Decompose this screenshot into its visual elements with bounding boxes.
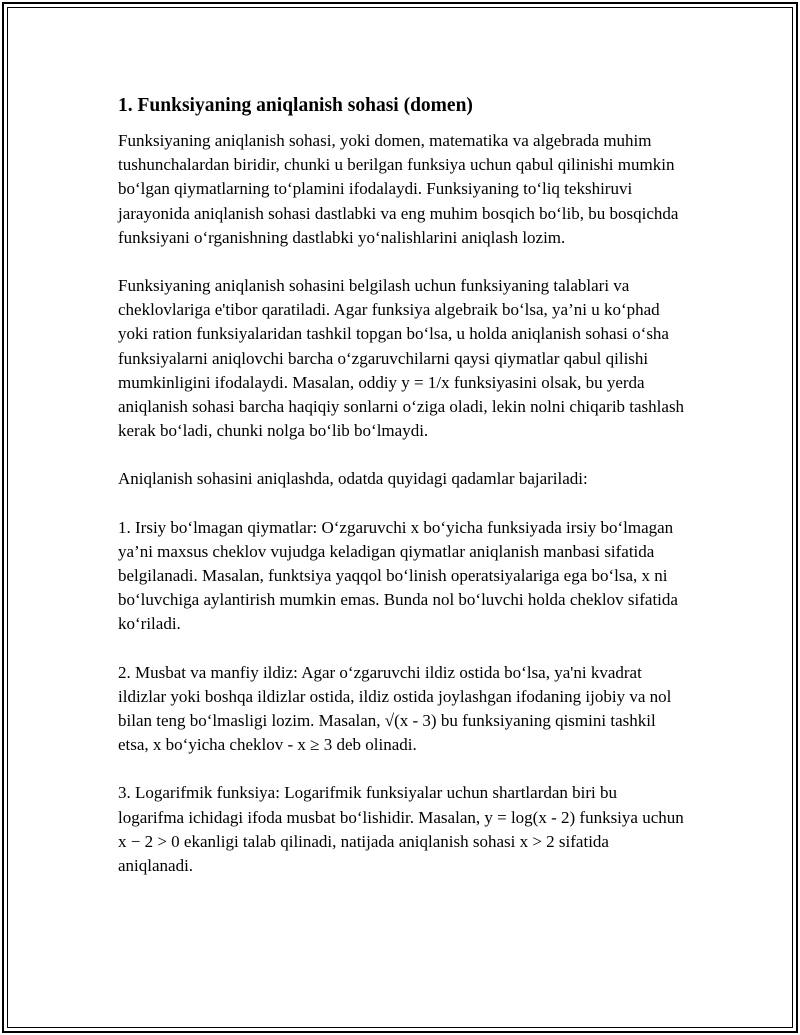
paragraph-step-3: 3. Logarifmik funksiya: Logarifmik funksiyalar uchun shartlardan biri bu logarifma ichidagi ifoda musbat bo‘lishidir. Masalan, y = log(x - 2) funksiya uchun x − 2 > 0 ekanligi talab qilinadi, natijada aniqlanish sohasi x > 2 sifatida aniqlanadi. bbox=[118, 783, 684, 876]
paragraph-steps-intro: Aniqlanish sohasini aniqlashda, odatda quyidagi qadamlar bajariladi: bbox=[118, 469, 588, 489]
paragraph-restrictions: Funksiyaning aniqlanish sohasini belgilash uchun funksiyaning talablari va cheklovlariga e'tibor qaratiladi. Agar funksiya algebraik bo‘lsa, ya’ni u ko‘phad yoki ration funksiyalaridan tashkil topgan bo‘lsa, u holda aniqlanish sohasi o‘sha funksiyalarni aniqlovchi barcha o‘zgaruvchilarni qaysi qiymatlar qabul qilishi mumkinligini ifodalaydi. Masalan, oddiy y = 1/x funksiyasini olsak, bu yerda aniqlanish sohasi barcha haqiqiy sonlarni o‘ziga oladi, lekin nolni chiqarib tashlash kerak bo‘ladi, chunki nolga bo‘lib bo‘lmaydi. bbox=[118, 276, 685, 441]
paragraph-intro: Funksiyaning aniqlanish sohasi, yoki domen, matematika va algebrada muhim tushunchalardan biridir, chunki u berilgan funksiya uchun qabul qilinishi mumkin bo‘lgan qiymatlarning to‘plamini ifodalaydi. Funksiyaning to‘liq tekshiruvi jarayonida aniqlanish sohasi dastlabki va eng muhim bosqich bo‘lib, bu bosqichda funksiyani o‘rganishning dastlabki yo‘nalishlarini aniqlash lozim. bbox=[118, 131, 679, 247]
section-heading: 1. Funksiyaning aniqlanish sohasi (domen) bbox=[118, 95, 473, 116]
paragraph-step-1: 1. Irsiy bo‘lmagan qiymatlar: O‘zgaruvchi x bo‘yicha funksiyada irsiy bo‘lmagan ya’ni maxsus cheklov vujudga keladigan qiymatlar aniqlanish manbasi sifatida belgilanadi. Masalan, funktsiya yaqqol bo‘linish operatsiyalariga ega bo‘lsa, x ni bo‘luvchiga aylantirish mumkin emas. Bunda nol bo‘luvchi holda cheklov sifatida ko‘riladi. bbox=[118, 517, 678, 634]
paragraph-step-2: 2. Musbat va manfiy ildiz: Agar o‘zgaruvchi ildiz ostida bo‘lsa, ya'ni kvadrat ildizlar yoki boshqa ildizlar ostida, ildiz ostida joylashgan ifodaning ijobiy va nol bilan teng bo‘lmasligi lozim. Masalan, √(x - 3) bu funksiyaning qismini tashkil etsa, x bo‘yicha cheklov - x ≥ 3 deb olinadi. bbox=[118, 662, 672, 755]
document-body bbox=[118, 93, 686, 878]
